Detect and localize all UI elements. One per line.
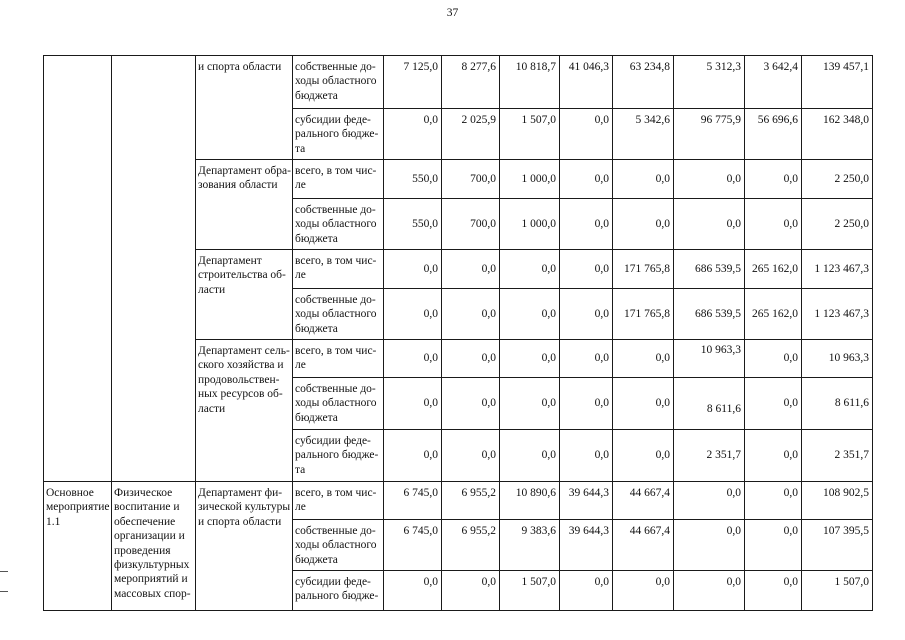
value-cell bbox=[673, 55, 745, 109]
value-text: 0,0 bbox=[594, 307, 609, 320]
value-cell bbox=[612, 288, 674, 340]
value-text: 2 250,0 bbox=[834, 217, 869, 230]
value-cell bbox=[744, 108, 802, 160]
value-cell bbox=[441, 339, 500, 378]
value-text: 0,0 bbox=[481, 307, 496, 320]
value-text: 0,0 bbox=[481, 262, 496, 275]
executor-cell bbox=[195, 481, 293, 611]
value-text: 700,0 bbox=[470, 172, 496, 185]
value-cell bbox=[441, 481, 500, 520]
value-text: 265 162,0 bbox=[752, 262, 798, 275]
value-cell bbox=[499, 339, 560, 378]
value-cell bbox=[499, 198, 560, 250]
funding-source-cell bbox=[292, 429, 384, 482]
value-cell bbox=[441, 377, 500, 430]
funding-source-label: собственные до- ходы областного бюджета bbox=[295, 294, 377, 335]
value-cell bbox=[744, 159, 802, 199]
value-cell bbox=[499, 570, 560, 611]
value-cell bbox=[559, 377, 613, 430]
value-text: 0,0 bbox=[594, 397, 609, 410]
value-cell bbox=[559, 55, 613, 109]
value-text: 9 383,6 bbox=[521, 525, 556, 537]
value-text: 0,0 bbox=[423, 576, 438, 588]
value-cell bbox=[499, 249, 560, 289]
value-text: 1 123 467,3 bbox=[814, 262, 869, 275]
description-label: Физическое воспитание и обеспечение организации и проведения физкультурных мероприятий и массовых спор- bbox=[114, 487, 191, 600]
value-cell bbox=[744, 377, 802, 430]
value-text: 44 667,4 bbox=[629, 487, 670, 499]
value-cell bbox=[441, 249, 500, 289]
value-text: 6 955,2 bbox=[461, 525, 496, 537]
value-cell bbox=[383, 481, 442, 520]
value-text: 56 696,6 bbox=[757, 114, 798, 126]
value-text: 10 963,3 bbox=[700, 344, 741, 357]
value-text: 0,0 bbox=[594, 352, 609, 365]
value-cell bbox=[744, 519, 802, 571]
value-text: 550,0 bbox=[412, 217, 438, 230]
funding-source-cell bbox=[292, 570, 384, 611]
value-cell bbox=[673, 481, 745, 520]
value-text: 0,0 bbox=[594, 114, 609, 126]
value-cell bbox=[559, 481, 613, 520]
value-text: 0,0 bbox=[726, 217, 741, 230]
value-cell bbox=[383, 198, 442, 250]
value-cell bbox=[744, 249, 802, 289]
value-cell bbox=[673, 429, 745, 482]
value-cell bbox=[383, 377, 442, 430]
funding-source-cell bbox=[292, 481, 384, 520]
value-cell bbox=[383, 288, 442, 340]
value-text: 0,0 bbox=[655, 397, 670, 410]
value-text: 1 507,0 bbox=[834, 576, 869, 588]
value-text: 0,0 bbox=[655, 172, 670, 185]
value-text: 0,0 bbox=[423, 262, 438, 275]
value-text: 0,0 bbox=[783, 217, 798, 230]
value-cell bbox=[499, 159, 560, 199]
value-cell bbox=[441, 570, 500, 611]
value-cell bbox=[801, 288, 873, 340]
value-cell bbox=[612, 570, 674, 611]
value-cell bbox=[441, 519, 500, 571]
executor-label: Департамент обра- зования области bbox=[198, 165, 291, 192]
executor-cell bbox=[195, 159, 293, 250]
value-cell bbox=[383, 570, 442, 611]
value-text: 0,0 bbox=[655, 352, 670, 365]
value-cell bbox=[612, 198, 674, 250]
value-text: 63 234,8 bbox=[629, 61, 670, 73]
value-text: 0,0 bbox=[655, 217, 670, 230]
value-cell bbox=[744, 288, 802, 340]
value-cell bbox=[673, 249, 745, 289]
value-cell bbox=[612, 519, 674, 571]
value-text: 2 250,0 bbox=[834, 172, 869, 185]
value-cell bbox=[801, 198, 873, 250]
value-cell bbox=[499, 288, 560, 340]
value-text: 686 539,5 bbox=[695, 307, 741, 320]
measure-cell bbox=[43, 481, 112, 611]
measure-label: Основное мероприятие 1.1 bbox=[46, 487, 110, 528]
funding-source-label: субсидии феде- рального бюдже- та bbox=[295, 435, 379, 476]
value-text: 0,0 bbox=[726, 487, 741, 499]
value-text: 0,0 bbox=[481, 352, 496, 365]
value-cell bbox=[612, 429, 674, 482]
measure-cell bbox=[43, 55, 112, 482]
value-text: 171 765,8 bbox=[624, 262, 670, 275]
value-text: 700,0 bbox=[470, 217, 496, 230]
value-text: 1 000,0 bbox=[521, 172, 556, 185]
value-text: 5 312,3 bbox=[706, 61, 741, 73]
value-text: 0,0 bbox=[594, 262, 609, 275]
value-text: 2 351,7 bbox=[706, 449, 741, 462]
value-text: 0,0 bbox=[423, 352, 438, 365]
value-text: 139 457,1 bbox=[823, 61, 869, 73]
value-cell bbox=[612, 249, 674, 289]
value-text: 6 955,2 bbox=[461, 487, 496, 499]
executor-label: Департамент фи- зической культуры и спорта области bbox=[198, 487, 291, 528]
page-number: 37 bbox=[446, 7, 459, 19]
value-cell bbox=[612, 55, 674, 109]
value-cell bbox=[559, 339, 613, 378]
executor-cell bbox=[195, 339, 293, 482]
value-cell bbox=[499, 55, 560, 109]
executor-label: и спорта области bbox=[198, 61, 282, 73]
value-cell bbox=[383, 108, 442, 160]
value-cell bbox=[383, 249, 442, 289]
value-text: 44 667,4 bbox=[629, 525, 670, 537]
funding-source-cell bbox=[292, 55, 384, 109]
value-text: 0,0 bbox=[541, 307, 556, 320]
value-text: 0,0 bbox=[541, 262, 556, 275]
funding-source-cell bbox=[292, 288, 384, 340]
value-text: 0,0 bbox=[423, 449, 438, 462]
value-cell bbox=[559, 429, 613, 482]
funding-source-label: собственные до- ходы областного бюджета bbox=[295, 525, 377, 566]
value-cell bbox=[559, 198, 613, 250]
funding-source-label: субсидии феде- рального бюдже- та bbox=[295, 114, 379, 155]
value-text: 8 611,6 bbox=[706, 403, 741, 416]
funding-source-cell bbox=[292, 249, 384, 289]
value-text: 162 348,0 bbox=[823, 114, 869, 126]
value-cell bbox=[441, 108, 500, 160]
value-cell bbox=[441, 55, 500, 109]
value-cell bbox=[801, 55, 873, 109]
value-text: 0,0 bbox=[655, 576, 670, 588]
value-text: 0,0 bbox=[783, 352, 798, 365]
value-cell bbox=[801, 519, 873, 571]
value-text: 10 818,7 bbox=[515, 61, 556, 73]
funding-source-cell bbox=[292, 519, 384, 571]
value-cell bbox=[673, 519, 745, 571]
value-cell bbox=[559, 108, 613, 160]
value-text: 0,0 bbox=[481, 397, 496, 410]
value-cell bbox=[383, 55, 442, 109]
value-cell bbox=[499, 108, 560, 160]
value-text: 0,0 bbox=[594, 449, 609, 462]
executor-cell bbox=[195, 55, 293, 160]
value-text: 96 775,9 bbox=[700, 114, 741, 126]
value-cell bbox=[744, 55, 802, 109]
value-cell bbox=[744, 429, 802, 482]
value-cell bbox=[673, 377, 745, 430]
value-text: 0,0 bbox=[655, 449, 670, 462]
value-cell bbox=[383, 519, 442, 571]
funding-source-label: всего, в том чис- ле bbox=[295, 487, 377, 514]
value-text: 0,0 bbox=[783, 576, 798, 588]
value-text: 0,0 bbox=[594, 217, 609, 230]
value-text: 1 000,0 bbox=[521, 217, 556, 230]
value-text: 1 507,0 bbox=[521, 576, 556, 588]
value-cell bbox=[801, 249, 873, 289]
funding-source-label: всего, в том чис- ле bbox=[295, 345, 377, 372]
value-text: 0,0 bbox=[423, 397, 438, 410]
description-cell bbox=[111, 55, 196, 482]
value-cell bbox=[441, 198, 500, 250]
funding-source-cell bbox=[292, 339, 384, 378]
value-cell bbox=[612, 377, 674, 430]
value-cell bbox=[673, 198, 745, 250]
value-text: 10 890,6 bbox=[515, 487, 556, 499]
executor-cell bbox=[195, 249, 293, 340]
value-text: 107 395,5 bbox=[823, 525, 869, 537]
value-cell bbox=[612, 108, 674, 160]
value-text: 0,0 bbox=[541, 397, 556, 410]
executor-label: Департамент сель- ского хозяйства и продовольствен- ных ресурсов об- ласти bbox=[198, 345, 290, 415]
value-text: 0,0 bbox=[783, 487, 798, 499]
value-cell bbox=[559, 249, 613, 289]
funding-source-cell bbox=[292, 108, 384, 160]
value-text: 550,0 bbox=[412, 172, 438, 185]
value-text: 0,0 bbox=[481, 449, 496, 462]
value-cell bbox=[744, 570, 802, 611]
value-text: 0,0 bbox=[726, 525, 741, 537]
value-text: 6 745,0 bbox=[403, 487, 438, 499]
value-cell bbox=[673, 570, 745, 611]
value-cell bbox=[441, 429, 500, 482]
description-cell bbox=[111, 481, 196, 611]
value-cell bbox=[801, 377, 873, 430]
value-text: 0,0 bbox=[726, 576, 741, 588]
value-cell bbox=[559, 159, 613, 199]
value-cell bbox=[612, 339, 674, 378]
funding-source-label: собственные до- ходы областного бюджета bbox=[295, 61, 377, 102]
value-text: 0,0 bbox=[594, 576, 609, 588]
value-text: 7 125,0 bbox=[403, 61, 438, 73]
value-text: 0,0 bbox=[541, 352, 556, 365]
value-cell bbox=[383, 339, 442, 378]
value-cell bbox=[801, 159, 873, 199]
value-cell bbox=[499, 481, 560, 520]
value-text: 0,0 bbox=[594, 172, 609, 185]
funding-source-label: собственные до- ходы областного бюджета bbox=[295, 383, 377, 424]
value-text: 39 644,3 bbox=[568, 525, 609, 537]
value-text: 0,0 bbox=[481, 576, 496, 588]
funding-source-label: всего, в том чис- ле bbox=[295, 255, 377, 282]
value-cell bbox=[801, 339, 873, 378]
value-cell bbox=[744, 339, 802, 378]
value-text: 2 025,9 bbox=[461, 114, 496, 126]
value-cell bbox=[801, 429, 873, 482]
value-text: 0,0 bbox=[783, 172, 798, 185]
funding-source-cell bbox=[292, 377, 384, 430]
funding-source-label: всего, в том чис- ле bbox=[295, 165, 377, 192]
value-cell bbox=[559, 519, 613, 571]
value-text: 39 644,3 bbox=[568, 487, 609, 499]
executor-label: Департамент строительства об- ласти bbox=[198, 255, 286, 296]
value-cell bbox=[673, 288, 745, 340]
value-text: 0,0 bbox=[783, 525, 798, 537]
funding-source-cell bbox=[292, 198, 384, 250]
value-cell bbox=[499, 519, 560, 571]
value-cell bbox=[801, 570, 873, 611]
value-cell bbox=[612, 481, 674, 520]
value-text: 108 902,5 bbox=[823, 487, 869, 499]
value-cell bbox=[801, 481, 873, 520]
value-text: 265 162,0 bbox=[752, 307, 798, 320]
value-text: 0,0 bbox=[423, 114, 438, 126]
value-cell bbox=[673, 108, 745, 160]
value-cell bbox=[383, 429, 442, 482]
value-cell bbox=[559, 570, 613, 611]
value-cell bbox=[801, 108, 873, 160]
value-cell bbox=[499, 429, 560, 482]
value-text: 8 277,6 bbox=[461, 61, 496, 73]
value-text: 41 046,3 bbox=[568, 61, 609, 73]
value-text: 8 611,6 bbox=[834, 397, 869, 410]
value-cell bbox=[612, 159, 674, 199]
value-text: 0,0 bbox=[423, 307, 438, 320]
value-cell bbox=[441, 288, 500, 340]
funding-source-cell bbox=[292, 159, 384, 199]
value-cell bbox=[559, 288, 613, 340]
value-text: 10 963,3 bbox=[828, 352, 869, 365]
value-text: 0,0 bbox=[783, 449, 798, 462]
value-cell bbox=[383, 159, 442, 199]
value-cell bbox=[673, 339, 745, 378]
funding-source-label: субсидии феде- рального бюдже- bbox=[295, 576, 379, 603]
value-text: 1 123 467,3 bbox=[814, 307, 869, 320]
value-text: 1 507,0 bbox=[521, 114, 556, 126]
value-text: 171 765,8 bbox=[624, 307, 670, 320]
value-text: 5 342,6 bbox=[635, 114, 670, 126]
value-text: 0,0 bbox=[726, 172, 741, 185]
value-cell bbox=[673, 159, 745, 199]
value-cell bbox=[744, 481, 802, 520]
value-cell bbox=[499, 377, 560, 430]
value-text: 6 745,0 bbox=[403, 525, 438, 537]
value-cell bbox=[744, 198, 802, 250]
funding-source-label: собственные до- ходы областного бюджета bbox=[295, 204, 377, 245]
value-text: 0,0 bbox=[783, 397, 798, 410]
value-cell bbox=[441, 159, 500, 199]
value-text: 686 539,5 bbox=[695, 262, 741, 275]
value-text: 0,0 bbox=[541, 449, 556, 462]
value-text: 3 642,4 bbox=[763, 61, 798, 73]
value-text: 2 351,7 bbox=[834, 449, 869, 462]
